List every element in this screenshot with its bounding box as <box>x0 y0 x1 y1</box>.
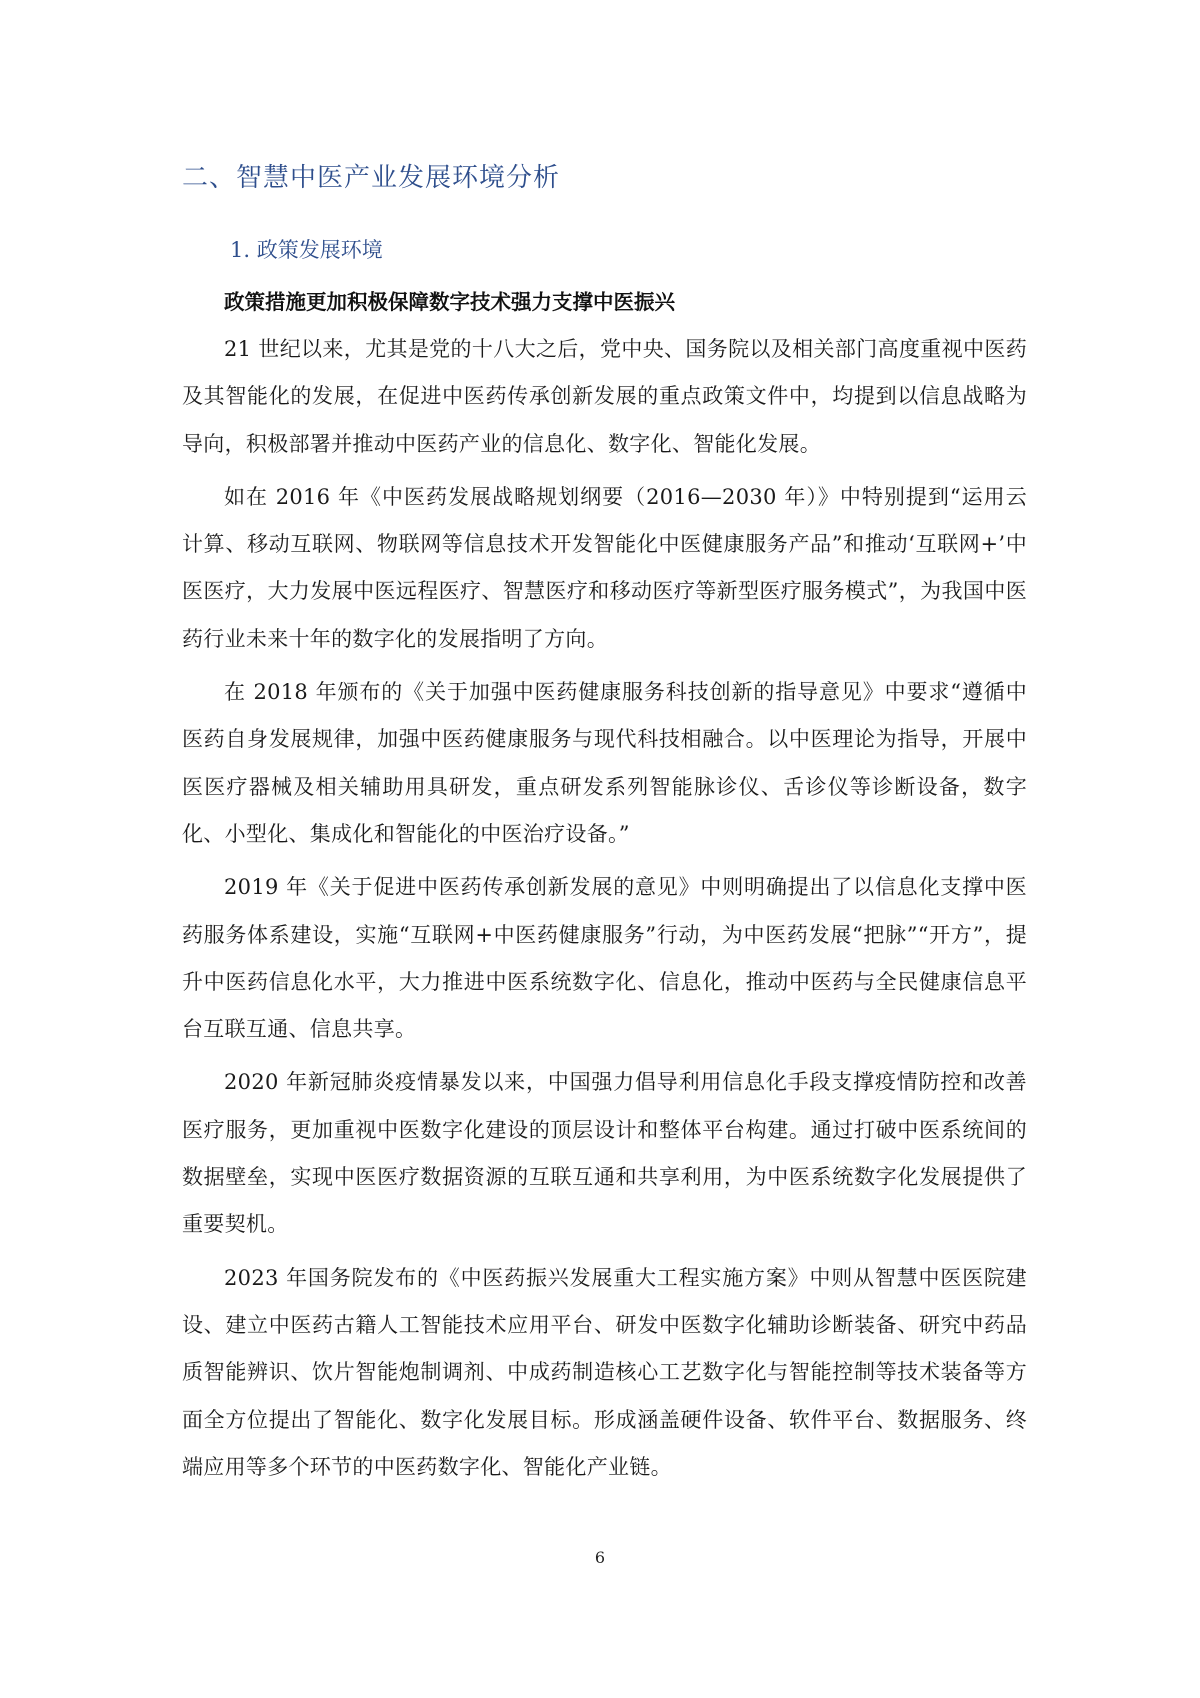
paragraph-6: 2023 年国务院发布的《中医药振兴发展重大工程实施方案》中则从智慧中医医院建设、建立中医药古籍人工智能技术应用平台、研发中医数字化辅助诊断装备、研究中药品质智能辨识、饮片智能炮制调剂、中成药制造核心工艺数字化与智能控制等技术装备等方面全方位提出了智能化、数字化发展目标。形成涵盖硬件设备、软件平台、数据服务、终端应用等多个环节的中医药数字化、智能化产业链。 <box>182 1265 1027 1479</box>
page-number: 6 <box>594 1548 606 1567</box>
paragraph-2: 如在 2016 年《中医药发展战略规划纲要（2016—2030 年）》中特别提到“运用云计算、移动互联网、物联网等信息技术开发智能化中医健康服务产品”和推动‘互联网+’中医医疗，大力发展中医远程医疗、智慧医疗和移动医疗等新型医疗服务模式”，为我国中医药行业未来十年的数字化的发展指明了方向。 <box>182 484 1027 651</box>
subsection-title: 1. 政策发展环境 <box>230 238 383 262</box>
page-content <box>182 150 1027 1491</box>
bold-heading: 政策措施更加积极保障数字技术强力支撑中医振兴 <box>224 290 675 314</box>
paragraph-3: 在 2018 年颁布的《关于加强中医药健康服务科技创新的指导意见》中要求“遵循中医药自身发展规律，加强中医药健康服务与现代科技相融合。以中医理论为指导，开展中医医疗器械及相关辅助用具研发，重点研发系列智能脉诊仪、舌诊仪等诊断设备，数字化、小型化、集成化和智能化的中医治疗设备。” <box>182 680 1027 846</box>
paragraph-5: 2020 年新冠肺炎疫情暴发以来，中国强力倡导利用信息化手段支撑疫情防控和改善医疗服务，更加重视中医数字化建设的顶层设计和整体平台构建。通过打破中医系统间的数据壁垒，实现中医医疗数据资源的互联互通和共享利用，为中医系统数字化发展提供了重要契机。 <box>182 1070 1027 1237</box>
paragraph-4: 2019 年《关于促进中医药传承创新发展的意见》中则明确提出了以信息化支撑中医药服务体系建设，实施“互联网+中医药健康服务”行动，为中医药发展“把脉”“开方”，提升中医药信息化水平，大力推进中医系统数字化、信息化，推动中医药与全民健康信息平台互联互通、信息共享。 <box>182 875 1027 1042</box>
section-title: 二、智慧中医产业发展环境分析 <box>182 163 561 193</box>
paragraph-1: 21 世纪以来，尤其是党的十八大之后，党中央、国务院以及相关部门高度重视中医药及其智能化的发展，在促进中医药传承创新发展的重点政策文件中，均提到以信息战略为导向，积极部署并推动中医药产业的信息化、数字化、智能化发展。 <box>182 337 1027 456</box>
